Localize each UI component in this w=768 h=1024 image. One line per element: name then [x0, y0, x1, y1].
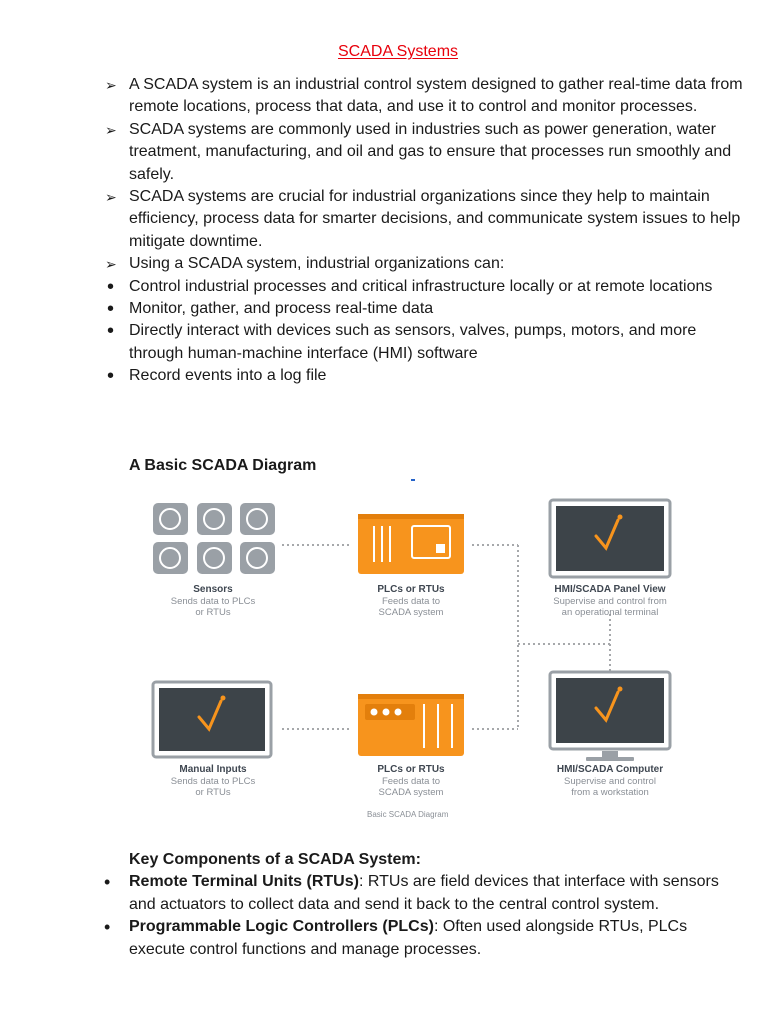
manual-inputs-caption: Manual Inputs Sends data to PLCs or RTUs	[170, 764, 256, 798]
key-component-item: • Programmable Logic Controllers (PLCs): Often used alongside RTUs, PLCs execute control functions and manage processes.	[104, 917, 688, 958]
arrow-item: ➢ Using a SCADA system, industrial organizations can:	[105, 253, 745, 275]
arrow-bullet-icon: ➢	[105, 77, 117, 93]
arrow-bullet-icon: ➢	[105, 256, 117, 273]
sensors-caption: Sensors Sends data to PLCs or RTUs	[170, 584, 256, 618]
bullet-dot-icon: •	[104, 917, 111, 938]
bullet-dot-icon: •	[107, 365, 115, 388]
hmi-panel-caption: HMI/SCADA Panel View Supervise and control from an operational terminal	[553, 584, 667, 618]
plc-top-caption: PLCs or RTUs Feeds data to SCADA system	[377, 584, 445, 618]
intro-section	[105, 74, 745, 388]
bullet-dot-icon: •	[107, 275, 115, 298]
bullet-item: • Monitor, gather, and process real-time data	[107, 298, 434, 321]
bullet-dot-icon: •	[107, 298, 115, 321]
bullet-dot-icon: •	[107, 320, 115, 343]
sensors-icon	[153, 503, 275, 574]
arrow-item: ➢ SCADA systems are commonly used in industries such as power generation, water treatment, manufacturing, and oil and gas to ensure that processes run smoothly and safely.	[105, 120, 732, 183]
bullet-item: • Record events into a log file	[107, 365, 327, 388]
bullet-item: • Directly interact with devices such as sensors, valves, pumps, motors, and more through human-machine interface (HMI) software	[107, 320, 697, 362]
diagram-heading: A Basic SCADA Diagram	[129, 457, 317, 474]
blue-mark	[411, 479, 415, 481]
scada-diagram	[140, 492, 700, 828]
page-title: SCADA Systems	[337, 43, 459, 60]
arrow-item: ➢ A SCADA system is an industrial control system designed to gather real-time data from remote locations, process that data, and use it to control and monitor processes.	[105, 76, 743, 116]
manual-input-monitor-icon	[153, 682, 271, 757]
arrow-bullet-icon: ➢	[105, 121, 117, 138]
hmi-computer-icon	[550, 672, 670, 761]
key-components-section	[104, 849, 744, 961]
key-components-heading: Key Components of a SCADA System:	[129, 851, 421, 868]
hmi-computer-caption: HMI/SCADA Computer Supervise and control from a workstation	[556, 764, 664, 798]
bullet-dot-icon: •	[104, 872, 111, 893]
hmi-panel-icon	[550, 500, 670, 577]
diagram-caption: Basic SCADA Diagram	[367, 810, 449, 819]
arrow-item: ➢ SCADA systems are crucial for industrial organizations since they help to maintain efficiency, process data for smarter decisions, and communicate system issues to help mitigate downtime.	[105, 188, 741, 250]
plc-bottom-icon	[358, 694, 464, 756]
plc-bottom-caption: PLCs or RTUs Feeds data to SCADA system	[377, 764, 445, 798]
bullet-item: • Control industrial processes and critical infrastructure locally or at remote locations	[107, 275, 713, 298]
arrow-bullet-icon: ➢	[105, 189, 117, 206]
plc-top-icon	[358, 514, 464, 574]
key-component-item: • Remote Terminal Units (RTUs): RTUs are field devices that interface with sensors and actuators to collect data and send it back to the central control system.	[104, 872, 719, 913]
